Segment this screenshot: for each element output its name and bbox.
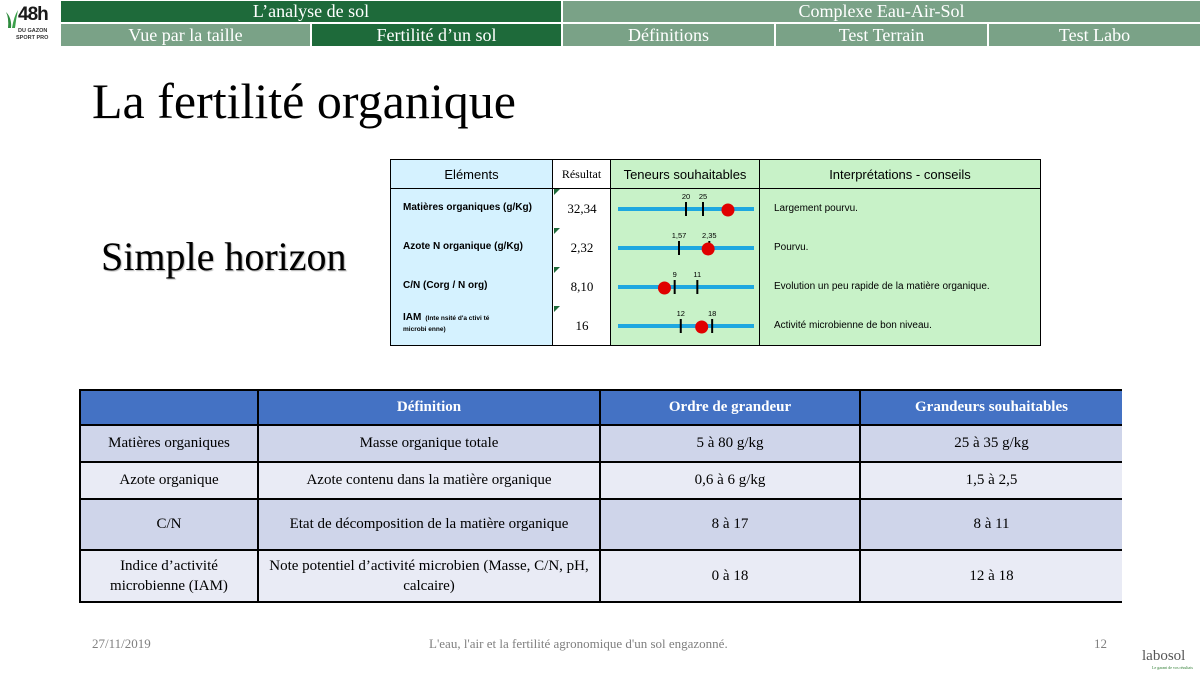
nav-vue-par-la-taille[interactable]: Vue par la taille [61,24,310,46]
result-interpretation: Largement pourvu. [774,203,858,214]
gauge-result-marker [702,243,715,256]
gauge-high-label: 11 [693,270,702,279]
def-table-cell: 8 à 11 [861,500,1122,551]
result-value: 32,34 [567,201,597,216]
footer-date: 27/11/2019 [92,636,151,651]
result-gauge [612,189,759,228]
logo-line1: DU GAZON [18,28,48,34]
result-value: 2,32 [570,240,594,255]
nav-complexe-eau-air-sol[interactable]: Complexe Eau-Air-Sol [563,1,1200,22]
gauge-low-label: 1,57 [671,231,687,240]
result-corner-mark [554,228,560,234]
gauge-result-marker [721,204,734,217]
def-table-cell: Matières organiques [81,426,259,463]
result-gauge [612,228,759,267]
gauge-high-label: 25 [698,192,708,201]
nav-test-terrain[interactable]: Test Terrain [776,24,987,46]
def-header-definition: Définition [259,391,601,426]
results-header-result: Résultat [553,160,611,189]
result-value: 16 [575,318,589,333]
result-interpretation: Activité microbienne de bon niveau. [774,320,932,331]
result-row-element [403,280,487,291]
gauge-result-marker [658,282,671,295]
def-header-blank [81,391,259,426]
results-header-elements: Eléments [391,160,553,189]
result-row-element [403,202,532,213]
def-table-cell: Note potentiel d’activité microbien (Masse, C/N, pH, calcaire) [259,551,601,601]
def-table-cell: C/N [81,500,259,551]
result-row-element [403,313,489,334]
page-subtitle: Simple horizon [101,234,347,279]
logo-line2: SPORT PRO [16,35,49,41]
gauge-result-marker [695,321,708,334]
result-element-note: (Inte nsité d'a ctivi té [425,315,490,322]
logo-number: 48h [18,4,48,25]
logo-48h [6,4,58,44]
result-interpretation: Pourvu. [774,242,809,253]
results-header-interpretation: Interprétations - conseils [760,160,1040,189]
result-element-label: IAM [403,312,422,323]
page-title: La fertilité organique [92,73,516,129]
def-header-souhaitables: Grandeurs souhaitables [861,391,1122,426]
gauge-low-label: 20 [681,192,691,201]
result-corner-mark [554,189,560,195]
labosol-logo [1142,648,1193,670]
result-interpretation: Evolution un peu rapide de la matière organique. [774,281,990,292]
def-table-cell: 5 à 80 g/kg [601,426,861,463]
top-navigation [61,0,1200,46]
result-element-label: Azote N organique (g/Kg) [403,241,523,252]
def-table-cell: 1,5 à 2,5 [861,463,1122,500]
footer-center-text: L'eau, l'air et la fertilité agronomique d'un sol engazonné. [429,636,728,651]
results-table [390,159,1041,346]
result-corner-mark [554,306,560,312]
def-table-cell: Indice d’activité microbienne (IAM) [81,551,259,601]
nav-definitions[interactable]: Définitions [563,24,774,46]
results-header-teneurs: Teneurs souhaitables [611,160,760,189]
result-element-label: C/N (Corg / N org) [403,280,488,291]
gauge-low-label: 9 [672,270,677,279]
def-table-cell: 0 à 18 [601,551,861,601]
definitions-table [79,389,1122,603]
def-header-ordre: Ordre de grandeur [601,391,861,426]
gauge-low-label: 12 [676,309,685,318]
nav-test-labo[interactable]: Test Labo [989,24,1200,46]
labosol-brand: labosol [1142,648,1186,664]
nav-analyse-de-sol[interactable]: L’analyse de sol [61,1,561,22]
def-table-cell: 25 à 35 g/kg [861,426,1122,463]
gauge-high-label: 2,35 [702,231,717,240]
labosol-tagline: Le garant de vos résultats [1152,665,1193,670]
def-table-cell: Masse organique totale [259,426,601,463]
nav-fertilite-sol[interactable]: Fertilité d’un sol [312,24,561,46]
result-element-note2: microbi enne) [403,325,446,333]
footer-page-number: 12 [1094,636,1107,651]
def-table-cell: 12 à 18 [861,551,1122,601]
gauge-high-label: 18 [707,309,717,318]
def-table-cell: Etat de décomposition de la matière organique [259,500,601,551]
def-table-cell: 0,6 à 6 g/kg [601,463,861,500]
result-corner-mark [554,267,560,273]
def-table-cell: Azote contenu dans la matière organique [259,463,601,500]
result-value: 8,10 [570,279,594,294]
result-element-label: Matières organiques (g/Kg) [403,202,532,213]
result-gauge [612,267,759,306]
result-row-element [403,241,523,252]
def-table-cell: 8 à 17 [601,500,861,551]
def-table-cell: Azote organique [81,463,259,500]
result-gauge [612,306,759,345]
